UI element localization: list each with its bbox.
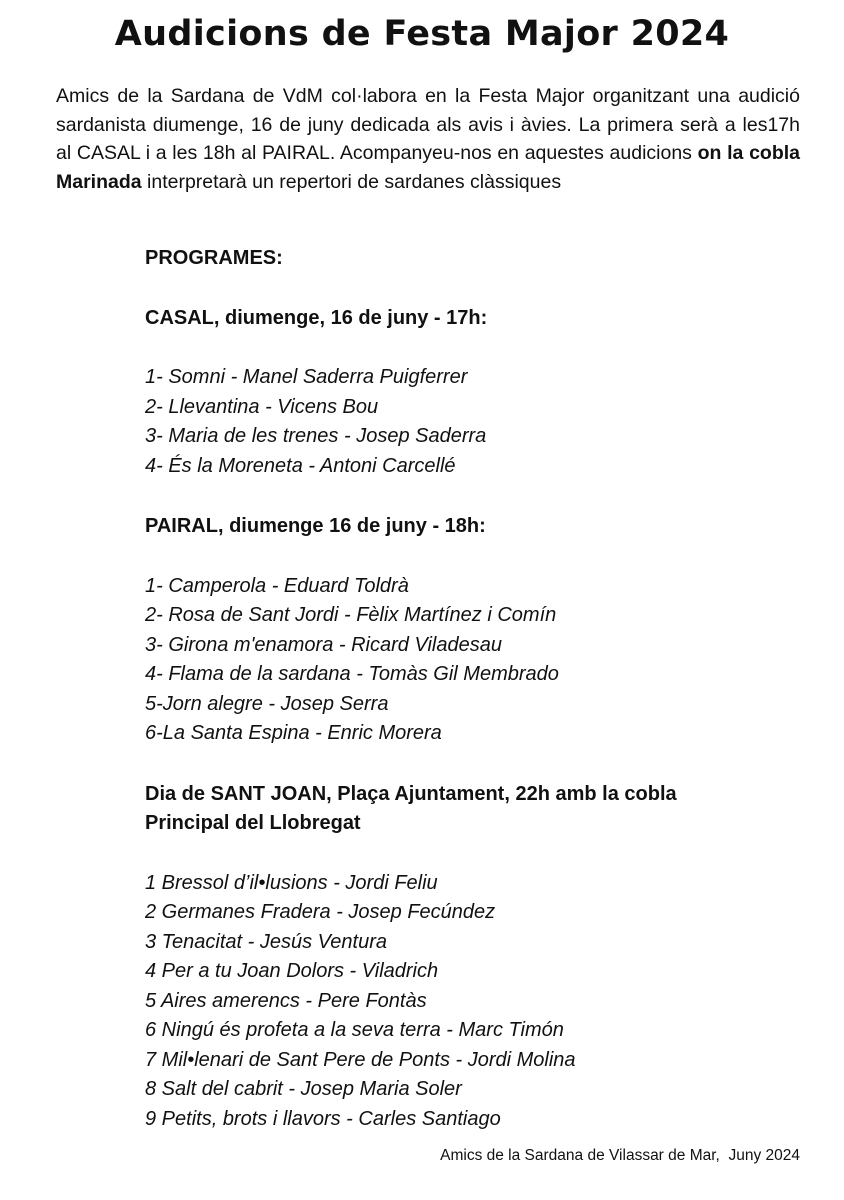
pairal-item: 6-La Santa Espina - Enric Morera (145, 722, 442, 744)
santjoan-heading-line2: Principal del Llobregat (145, 812, 361, 834)
casal-heading: CASAL, diumenge, 16 de juny - 17h: (145, 306, 488, 329)
pairal-item: 5-Jorn alegre - Josep Serra (145, 692, 389, 715)
page-title: Audicions de Festa Major 2024 (114, 14, 730, 54)
programs-heading: PROGRAMES: (145, 247, 283, 269)
intro-bold-cobla: cobla Marinada (56, 142, 800, 193)
casal-item: 2- Llevantina - Vicens Bou (145, 395, 379, 418)
santjoan-heading-line1: Dia de SANT JOAN, Plaça Ajuntament, 22h amb la cobla (145, 782, 677, 805)
intro-bold-on-la: on la (697, 142, 744, 164)
santjoan-item: 2 Germanes Fradera - Josep Fecúndez (145, 901, 496, 923)
santjoan-heading (145, 780, 835, 839)
intro-text-part3: interpretarà un repertori de sardanes clàssiques (141, 170, 562, 193)
santjoan-item: 4 Per a tu Joan Dolors - Viladrich (145, 960, 439, 982)
programs-section (145, 244, 835, 1134)
santjoan-list (145, 869, 835, 1135)
casal-item: 1- Somni - Manel Saderra Puigferrer (145, 366, 468, 388)
pairal-item: 1- Camperola - Eduard Toldrà (145, 574, 409, 597)
pairal-item: 2- Rosa de Sant Jordi - Fèlix Martínez i Comín (145, 604, 557, 626)
santjoan-item: 7 Mil•lenari de Sant Pere de Ponts - Jordi Molina (145, 1048, 576, 1071)
santjoan-item: 1 Bressol d’il•lusions - Jordi Feliu (145, 871, 438, 894)
pairal-list (145, 572, 835, 749)
pairal-heading: PAIRAL, diumenge 16 de juny - 18h: (145, 515, 486, 537)
pairal-item: 3- Girona m'enamora - Ricard Viladesau (145, 633, 502, 656)
intro-paragraph (56, 82, 800, 196)
pairal-item: 4- Flama de la sardana - Tomàs Gil Membrado (145, 663, 559, 685)
santjoan-item: 3 Tenacitat - Jesús Ventura (145, 930, 387, 953)
casal-list (145, 363, 835, 481)
santjoan-item: 6 Ningú és profeta a la seva terra - Marc Timón (145, 1019, 564, 1041)
intro-text-part1: Amics de la Sardana de VdM col·labora en la Festa Major organitzant una audició sardanista diumenge, 16 de juny dedicada als avis i àvies. La primera serà a les17h al CASAL i a les 18h al PAIRAL. Acompanyeu-nos en aquestes audicions (56, 85, 800, 164)
footer-signature: Amics de la Sardana de Vilassar de Mar, Juny 2024 (440, 1147, 800, 1164)
casal-item: 3- Maria de les trenes - Josep Saderra (145, 425, 487, 447)
santjoan-item: 8 Salt del cabrit - Josep Maria Soler (145, 1078, 462, 1100)
santjoan-item: 9 Petits, brots i llavors - Carles Santiago (145, 1107, 501, 1130)
santjoan-item: 5 Aires amerencs - Pere Fontàs (145, 989, 427, 1012)
casal-item: 4- És la Moreneta - Antoni Carcellé (145, 454, 456, 477)
